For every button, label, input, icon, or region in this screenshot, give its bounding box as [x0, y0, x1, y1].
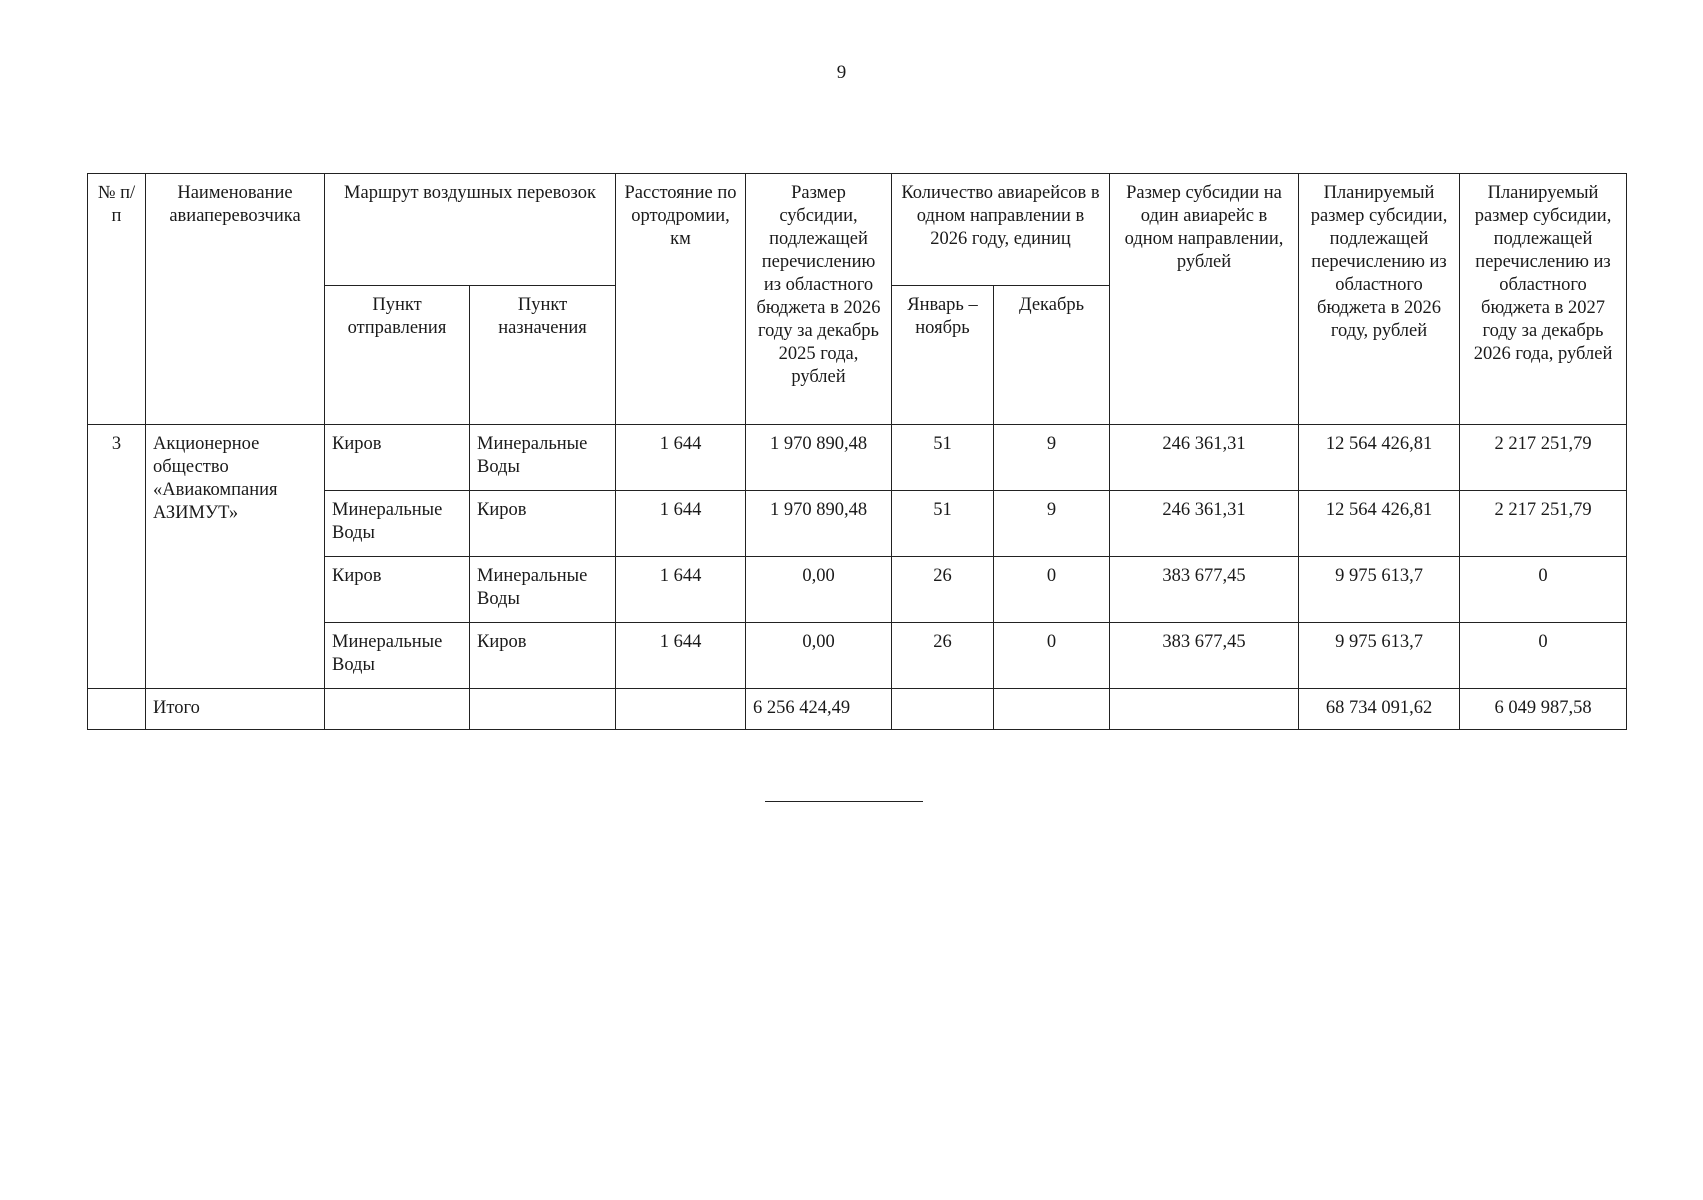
cell-planned-2027: 2 217 251,79: [1460, 425, 1627, 491]
cell-planned-2026: 12 564 426,81: [1299, 491, 1460, 557]
total-subsidy-dec2025: 6 256 424,49: [746, 689, 892, 730]
cell-dec: 9: [994, 425, 1110, 491]
cell-jan-nov: 26: [892, 557, 994, 623]
cell-to: Минеральные Воды: [470, 425, 616, 491]
header-subsidy-per-flight: Размер субсидии на один авиарейс в одном направлении, рублей: [1110, 174, 1299, 425]
cell-jan-nov: 51: [892, 491, 994, 557]
total-jan-nov-empty: [892, 689, 994, 730]
header-route-from: Пункт отправления: [325, 286, 470, 425]
cell-distance: 1 644: [616, 623, 746, 689]
total-to-empty: [470, 689, 616, 730]
total-from-empty: [325, 689, 470, 730]
cell-planned-2026: 12 564 426,81: [1299, 425, 1460, 491]
carrier-name: Акционерное общество «Авиакомпания АЗИМУТ»: [146, 425, 325, 689]
cell-jan-nov: 51: [892, 425, 994, 491]
cell-planned-2027: 0: [1460, 557, 1627, 623]
cell-from: Киров: [325, 425, 470, 491]
header-flights: Количество авиарейсов в одном направлении в 2026 году, единиц: [892, 174, 1110, 286]
cell-distance: 1 644: [616, 491, 746, 557]
total-distance-empty: [616, 689, 746, 730]
header-route-to: Пункт назначения: [470, 286, 616, 425]
cell-dec: 9: [994, 491, 1110, 557]
carrier-num: 3: [88, 425, 146, 689]
cell-per-flight: 383 677,45: [1110, 557, 1299, 623]
end-divider: [765, 801, 923, 802]
total-label: Итого: [146, 689, 325, 730]
subsidy-table: [87, 173, 1627, 730]
cell-from: Киров: [325, 557, 470, 623]
cell-subsidy-dec2025: 1 970 890,48: [746, 425, 892, 491]
header-planned-2027: Планируемый размер субсидии, подлежащей перечислению из областного бюджета в 2027 году за декабрь 2026 года, рублей: [1460, 174, 1627, 425]
total-num-empty: [88, 689, 146, 730]
cell-dec: 0: [994, 623, 1110, 689]
cell-from: Минеральные Воды: [325, 623, 470, 689]
total-per-flight-empty: [1110, 689, 1299, 730]
cell-planned-2026: 9 975 613,7: [1299, 623, 1460, 689]
cell-distance: 1 644: [616, 557, 746, 623]
cell-per-flight: 383 677,45: [1110, 623, 1299, 689]
cell-dec: 0: [994, 557, 1110, 623]
header-flights-dec: Декабрь: [994, 286, 1110, 425]
header-carrier: Наименование авиаперевозчика: [146, 174, 325, 425]
cell-planned-2027: 0: [1460, 623, 1627, 689]
header-flights-jan-nov: Январь – ноябрь: [892, 286, 994, 425]
cell-jan-nov: 26: [892, 623, 994, 689]
cell-subsidy-dec2025: 0,00: [746, 623, 892, 689]
cell-planned-2026: 9 975 613,7: [1299, 557, 1460, 623]
cell-from: Минеральные Воды: [325, 491, 470, 557]
total-row: [88, 689, 1627, 730]
table-header-row: [88, 174, 1627, 286]
total-planned-2026: 68 734 091,62: [1299, 689, 1460, 730]
header-num: № п/п: [88, 174, 146, 425]
page-number: 9: [836, 62, 847, 83]
table-row: [88, 425, 1627, 491]
cell-distance: 1 644: [616, 425, 746, 491]
cell-subsidy-dec2025: 0,00: [746, 557, 892, 623]
cell-to: Минеральные Воды: [470, 557, 616, 623]
cell-subsidy-dec2025: 1 970 890,48: [746, 491, 892, 557]
cell-to: Киров: [470, 623, 616, 689]
header-distance: Расстояние по ортодромии, км: [616, 174, 746, 425]
header-subsidy-dec2025: Размер субсидии, подлежащей перечислению из областного бюджета в 2026 году за декабрь 2025 года, рублей: [746, 174, 892, 425]
header-planned-2026: Планируемый размер субсидии, подлежащей перечислению из областного бюджета в 2026 году, рублей: [1299, 174, 1460, 425]
cell-planned-2027: 2 217 251,79: [1460, 491, 1627, 557]
cell-to: Киров: [470, 491, 616, 557]
header-route: Маршрут воздушных перевозок: [325, 174, 616, 286]
total-planned-2027: 6 049 987,58: [1460, 689, 1627, 730]
cell-per-flight: 246 361,31: [1110, 425, 1299, 491]
total-dec-empty: [994, 689, 1110, 730]
cell-per-flight: 246 361,31: [1110, 491, 1299, 557]
